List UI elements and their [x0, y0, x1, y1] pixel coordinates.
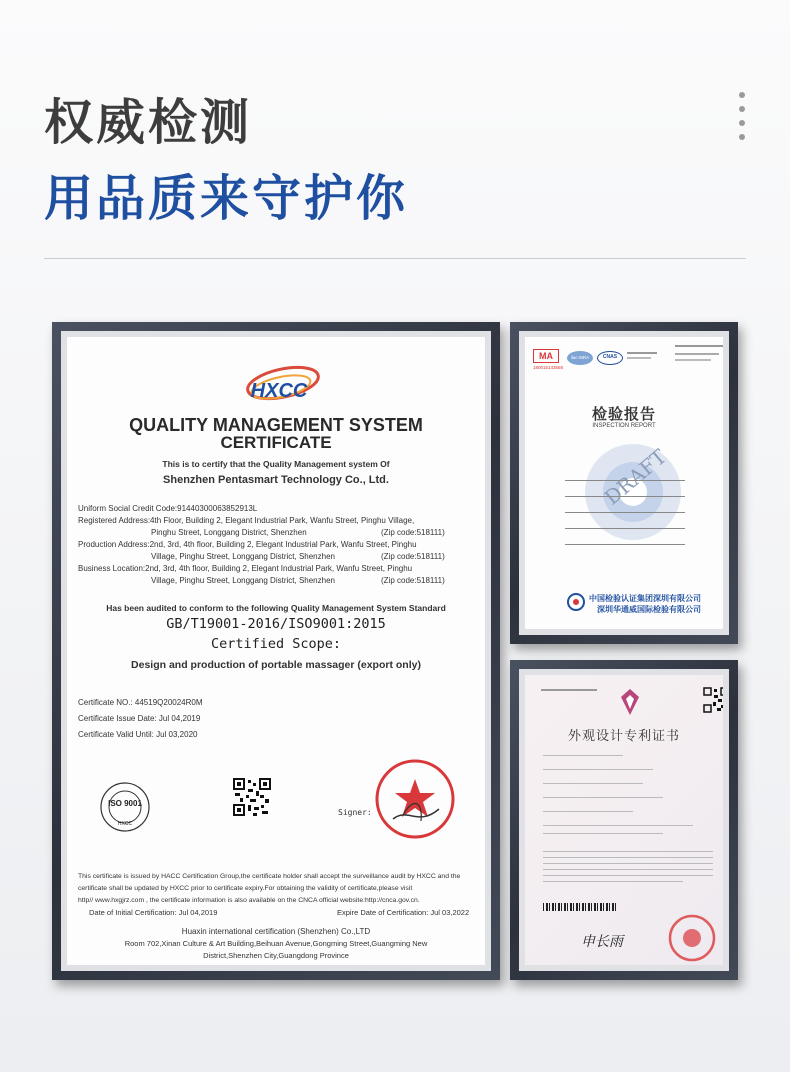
- cnas-logo-icon: CNAS: [597, 351, 623, 365]
- quality-certificate-frame: [52, 322, 500, 980]
- design-patent-certificate: [525, 675, 723, 965]
- org-name-1: 中国检验认证集团深圳有限公司: [589, 594, 701, 603]
- certificate-number: Certificate NO.: 44519Q20024R0M: [78, 698, 203, 707]
- patent-title: 外观设计专利证书: [567, 729, 680, 744]
- patent-signature: 申长雨: [581, 934, 623, 950]
- company-name: Shenzhen Pentasmart Technology Co., Ltd.: [163, 474, 389, 486]
- certificate-title: QUALITY MANAGEMENT SYSTEM: [129, 415, 423, 435]
- divider: [44, 258, 746, 259]
- business-location-2: Village, Pinghu Street, Longgang District, Shenzhen: [151, 576, 335, 585]
- issuer-name: Huaxin international certification (Shenzhen) Co.,LTD: [181, 927, 371, 936]
- initial-certification-date: Date of Initial Certification: Jul 04,2019: [89, 908, 218, 917]
- scope-text: Design and production of portable massager (export only): [131, 659, 421, 671]
- signer-label: Signer:: [338, 808, 372, 817]
- iso-9001-badge-icon: [97, 777, 153, 841]
- registered-address-2: Pinghu Street, Longgang District, Shenzhen: [151, 528, 307, 537]
- red-seal-icon: [373, 757, 457, 841]
- issuer-address-1: Room 702,Xinan Culture & Art Building,Beihuan Avenue,Gongming Street,Guangming New: [124, 939, 428, 948]
- title-line-2: 用品质来守护你: [44, 170, 409, 227]
- credit-code: Uniform Social Credit Code:91440300063852913L: [78, 504, 258, 513]
- quality-certificate: [67, 337, 485, 965]
- hxcc-logo-icon: [235, 361, 325, 411]
- registered-zip: (Zip code:518111): [381, 528, 445, 537]
- footer-line-1: This certificate is issued by HACC Certification Group,the certificate holder shall accept the surveillance audit by HXCC and the: [78, 873, 461, 880]
- footer-line-3: http// www.hxgjrz.com , the certificate information is also available on the CNCA official website:http://cnca.gov.cn.: [78, 897, 420, 904]
- cci-logo-icon: [567, 593, 585, 611]
- barcode-icon: [543, 903, 617, 911]
- ilac-logo-icon: ilac-MRA: [567, 351, 593, 365]
- scope-label: Certified Scope:: [210, 636, 342, 652]
- draft-watermark: DRAFT: [599, 444, 671, 510]
- business-zip: (Zip code:518111): [381, 576, 445, 585]
- audited-text: Has been audited to conform to the following Quality Management System Standard: [106, 603, 446, 613]
- patent-red-seal-icon: [667, 913, 717, 963]
- production-zip: (Zip code:518111): [381, 552, 445, 561]
- standard-number: GB/T19001-2016/ISO9001:2015: [166, 616, 386, 632]
- inspection-report-frame: [510, 322, 738, 644]
- issuer-address-2: District,Shenzhen City,Guangdong Province: [203, 951, 349, 960]
- org-name-2: 深圳华通威国际检验有限公司: [597, 605, 701, 614]
- footer-line-2: certificate shall be updated by HXCC prior to certificate expiry.For obtaining the validity of certificate,please visit: [78, 885, 413, 892]
- design-patent-frame: [510, 660, 738, 980]
- intro-text: This is to certify that the Quality Management system Of: [162, 459, 390, 469]
- inspection-report: [525, 337, 723, 629]
- report-title-cn: 检验报告: [591, 405, 656, 423]
- business-location: Business Location:2nd, 3rd, 4th floor, Building 2, Elegant Industrial Park, Wanfu Street, Pinghu: [78, 564, 413, 573]
- title-line-1: 权威检测: [44, 94, 253, 151]
- ma-logo-icon: MA: [533, 349, 559, 363]
- valid-until: Certificate Valid Until: Jul 03,2020: [78, 730, 198, 739]
- certificate-subtitle: CERTIFICATE: [220, 433, 332, 452]
- registered-address: Registered Address:4th Floor, Building 2, Elegant Industrial Park, Wanfu Street, Pinghu Village,: [78, 516, 415, 525]
- patent-office-logo-icon: [617, 687, 643, 717]
- svg-text:HXCC: HXCC: [250, 380, 308, 402]
- issue-date: Certificate Issue Date: Jul 04,2019: [78, 714, 201, 723]
- more-vertical-icon[interactable]: [738, 92, 746, 142]
- qr-code-icon: [232, 777, 272, 825]
- report-title-en: INSPECTION REPORT: [592, 423, 656, 429]
- expire-date: Expire Date of Certification: Jul 03,2022: [337, 908, 470, 917]
- svg-text:HXCC: HXCC: [117, 821, 133, 827]
- production-address-2: Village, Pinghu Street, Longgang District, Shenzhen: [151, 552, 335, 561]
- ma-number: 180015143568: [533, 365, 564, 370]
- svg-text:ISO 9001: ISO 9001: [108, 799, 142, 808]
- patent-qr-code-icon: [703, 687, 723, 713]
- production-address: Production Address:2nd, 3rd, 4th floor, Building 2, Elegant Industrial Park, Wanfu Street, Pinghu: [78, 540, 417, 549]
